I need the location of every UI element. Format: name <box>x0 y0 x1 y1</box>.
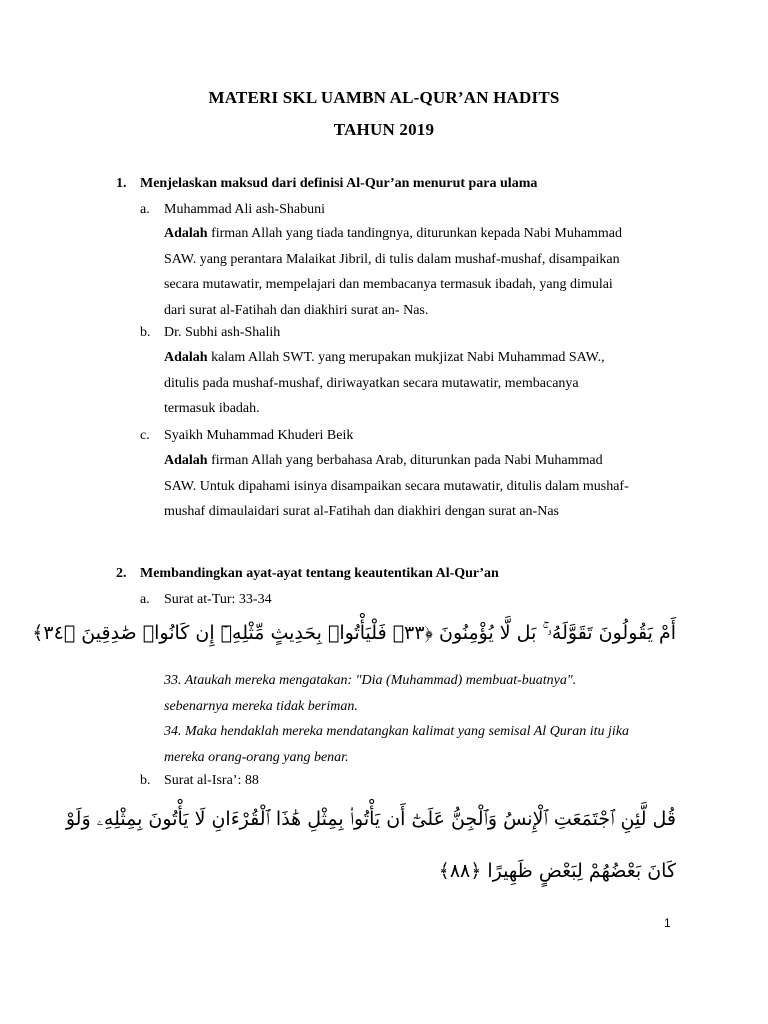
text-line: 33. Ataukah mereka mengatakan: "Dia (Muhammad) membuat-buatnya". <box>164 673 577 688</box>
text-line <box>164 221 675 247</box>
lead-word: Adalah <box>164 453 208 468</box>
text-line: mushaf dimaulaidari surat al-Fatihah dan diakhiri dengan surat an-Nas <box>164 504 559 519</box>
verse-translation <box>164 668 675 770</box>
lead-word: Adalah <box>164 350 208 365</box>
section-title: Menjelaskan maksud dari definisi Al-Qur’an menurut para ulama <box>140 176 538 191</box>
definition-paragraph <box>164 221 675 323</box>
page-number: 1 <box>664 916 671 930</box>
list-item-b <box>140 773 259 789</box>
text-line: SAW. yang perantara Malaikat Jibril, di tulis dalam mushaf-mushaf, disampaikan <box>164 251 620 267</box>
definition-paragraph <box>164 448 675 525</box>
item-name: Muhammad Ali ash-Shabuni <box>164 202 325 217</box>
text-line: mereka orang-orang yang benar. <box>164 749 349 765</box>
document-title: MATERI SKL UAMBN AL-QUR’AN HADITS <box>208 88 560 107</box>
section-2-heading <box>116 566 499 582</box>
lead-word: Adalah <box>164 226 208 241</box>
item-letter: b. <box>140 325 151 340</box>
item-name: Dr. Subhi ash-Shalih <box>164 325 281 340</box>
text-line: secara mutawatir, mempelajari dan membacanya termasuk ibadah, yang dimulai <box>164 277 613 292</box>
text-line: dari surat al-Fatihah dan diakhiri surat an- Nas. <box>164 302 429 318</box>
text-span: firman Allah yang berbahasa Arab, diturunkan pada Nabi Muhammad <box>207 453 603 468</box>
item-letter: b. <box>140 773 151 788</box>
list-item-c <box>140 428 353 444</box>
item-letter: a. <box>140 202 150 217</box>
item-name: Syaikh Muhammad Khuderi Beik <box>164 428 354 443</box>
item-letter: c. <box>140 428 150 443</box>
item-name: Surat at-Tur: 33-34 <box>164 592 272 607</box>
text-span: kalam Allah SWT. yang merupakan mukjizat Nabi Muhammad SAW., <box>207 350 605 365</box>
arabic-verse: قُل لَّئِنِ ٱجْتَمَعَتِ ٱلْإِنسُ وَٱلْجِنُّ عَلَىٰٓ أَن يَأْتُوا۟ بِمِثْلِ هَٰذَا ٱلْقُرْءَانِ لَا يَأْتُونَ بِمِثْلِهِۦ وَلَوْ <box>65 808 676 830</box>
text-line: sebenarnya mereka tidak beriman. <box>164 698 358 714</box>
text-line <box>164 448 675 474</box>
item-letter: a. <box>140 592 150 607</box>
section-number: 2. <box>116 566 127 581</box>
section-1-heading <box>116 176 537 192</box>
definition-paragraph <box>164 345 675 422</box>
text-line: ditulis pada mushaf-mushaf, diriwayatkan secara mutawatir, membacanya <box>164 375 579 391</box>
section-number: 1. <box>116 176 127 191</box>
list-item-a <box>140 202 325 218</box>
list-item-b <box>140 325 280 341</box>
document-year: TAHUN 2019 <box>333 120 435 139</box>
section-title: Membandingkan ayat-ayat tentang keautentikan Al-Qur’an <box>140 566 499 581</box>
arabic-verse: كَانَ بَعْضُهُمْ لِبَعْضٍ ظَهِيرًا ﴿٨٨﴾ <box>438 860 676 882</box>
text-line: SAW. Untuk dipahami isinya disampaikan secara mutawatir, ditulis dalam mushaf- <box>164 478 629 494</box>
text-line: 34. Maka hendaklah mereka mendatangkan kalimat yang semisal Al Quran itu jika <box>164 724 630 739</box>
arabic-verse: أَمْ يَقُولُونَ تَقَوَّلَهُۥ ۚ بَل لَّا يُؤْمِنُونَ ﴿٣٣﴾ فَلْيَأْتُوا۟ بِحَدِيثٍ مِّثْلِهِۦٓ إِن كَانُوا۟ صَٰدِقِينَ ﴿٣٤﴾ <box>32 622 676 644</box>
text-line <box>164 345 675 371</box>
item-name: Surat al-Isra’: 88 <box>164 773 259 788</box>
text-line: termasuk ibadah. <box>164 401 260 416</box>
list-item-a <box>140 592 272 608</box>
text-span: firman Allah yang tiada tandingnya, diturunkan kepada Nabi Muhammad <box>207 226 623 241</box>
